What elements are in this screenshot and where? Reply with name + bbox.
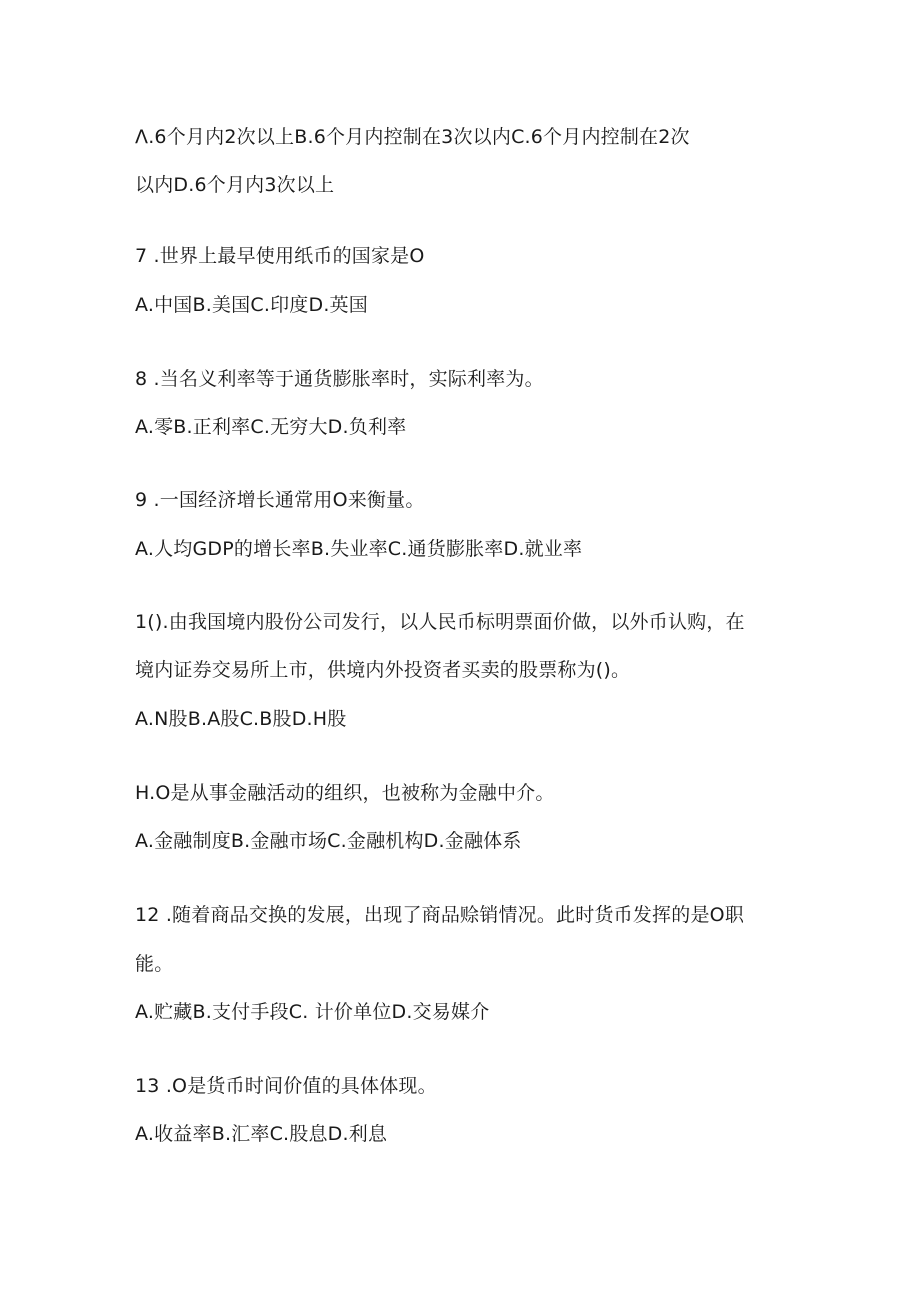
q6-options-line-2: 以内D.6个月内3次以上 (135, 174, 335, 196)
q10-question-line-2: 境内证券交易所上市，供境内外投资者买卖的股票称为()。 (135, 659, 631, 681)
q10-question-line-1: 1().由我国境内股份公司发行，以人民币标明票面价做，以外币认购，在 (135, 611, 745, 633)
q11-options: A.金融制度B.金融市场C.金融机构D.金融体系 (135, 830, 522, 852)
q6-options-line-1: Λ.6个月内2次以上B.6个月内控制在3次以内C.6个月内控制在2次 (135, 126, 690, 148)
q8-options: A.零B.正利率C.无穷大D.负利率 (135, 416, 407, 438)
q13-question: 13 .O是货币时间价值的具体体现。 (135, 1075, 437, 1097)
q7-question: 7 .世界上最早使用纸币的国家是O (135, 245, 425, 267)
q12-options: A.贮藏B.支付手段C. 计价单位D.交易媒介 (135, 1001, 490, 1023)
q9-options: A.人均GDP的增长率B.失业率C.通货膨胀率D.就业率 (135, 538, 583, 560)
q7-options: A.中国B.美国C.印度D.英国 (135, 294, 368, 316)
q11-question: H.O是从事金融活动的组织，也被称为金融中介。 (135, 782, 555, 804)
q10-options: A.N股B.A股C.B股D.H股 (135, 708, 347, 730)
q12-question-line-1: 12 .随着商品交换的发展，出现了商品赊销情况。此时货币发挥的是O职 (135, 904, 745, 926)
q8-question: 8 .当名义利率等于通货膨胀率时，实际利率为。 (135, 368, 544, 390)
q12-question-line-2: 能。 (135, 953, 174, 975)
q9-question: 9 .一国经济增长通常用O来衡量。 (135, 489, 425, 511)
q13-options: A.收益率B.汇率C.股息D.利息 (135, 1123, 388, 1145)
